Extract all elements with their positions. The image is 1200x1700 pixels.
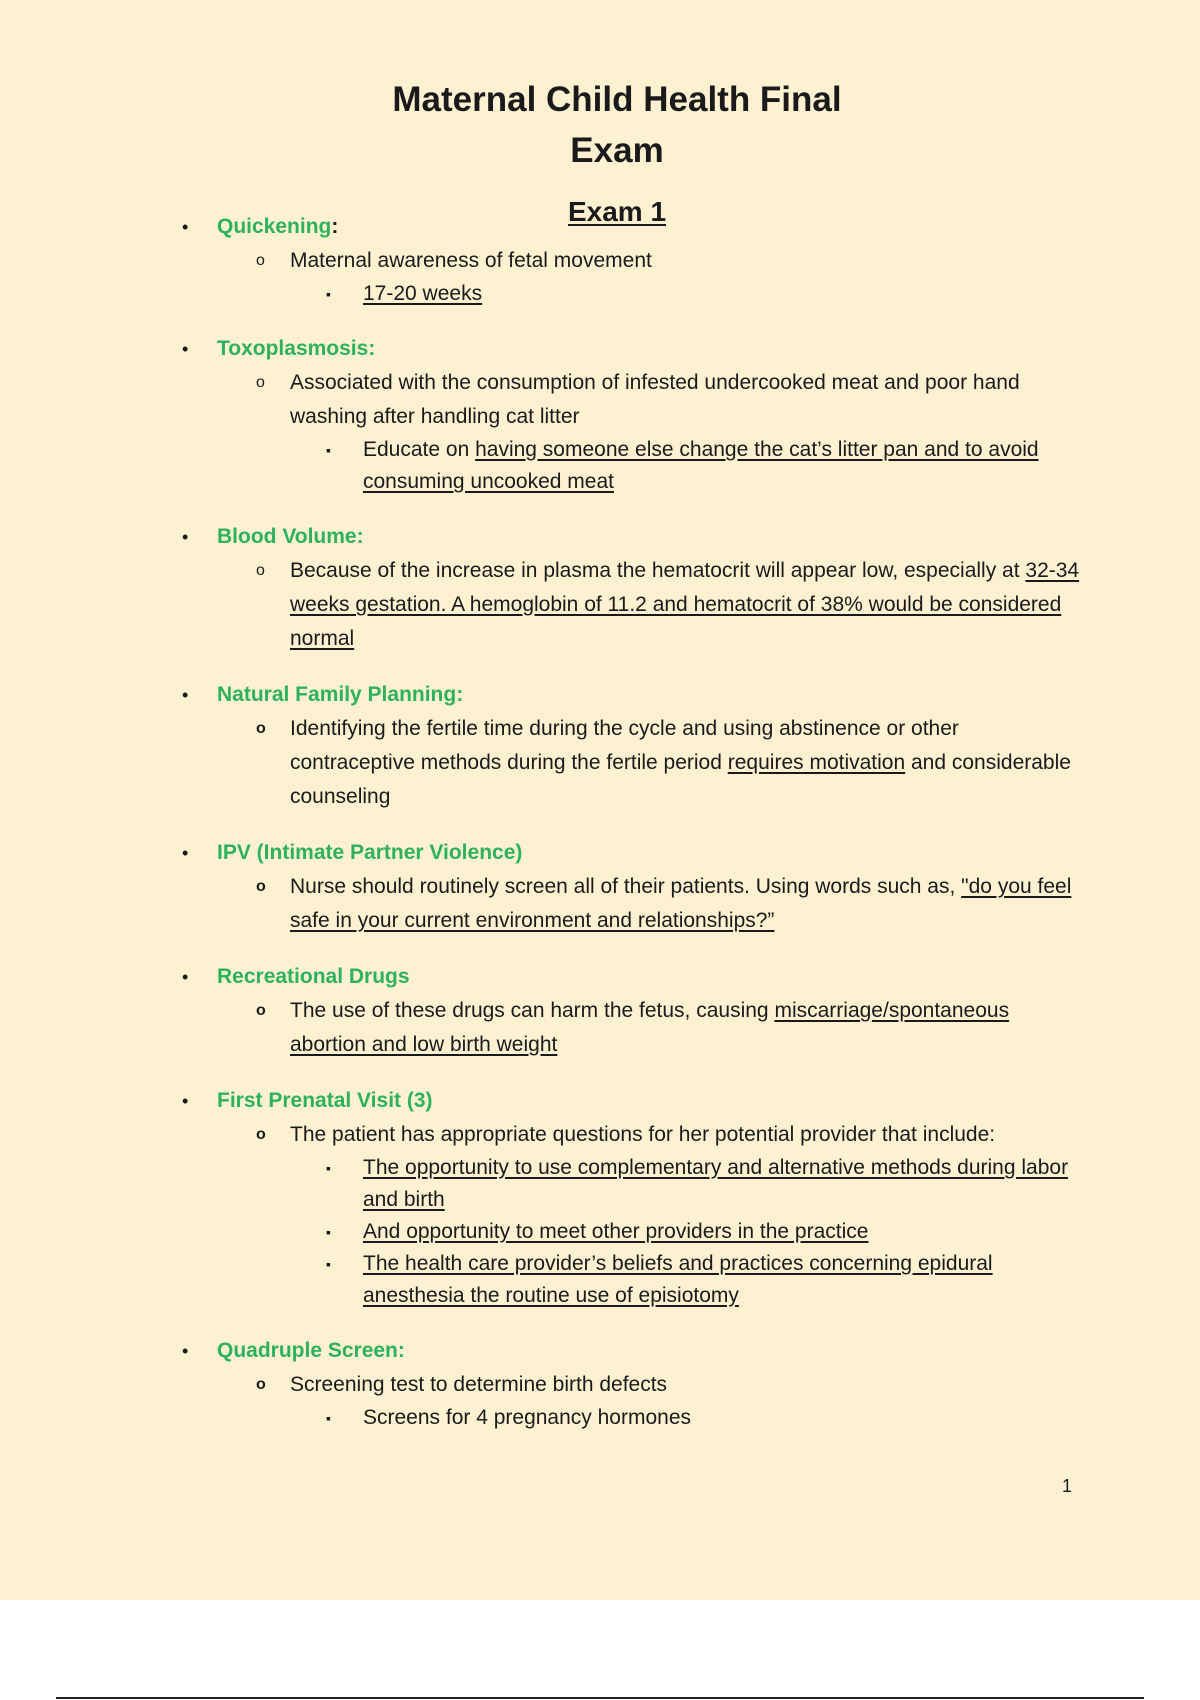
square-bullet-icon: ▪	[326, 286, 331, 302]
list-item	[0, 554, 1080, 656]
list-item	[0, 332, 1200, 366]
list-item	[0, 712, 1080, 814]
hollow-bullet-icon: o	[256, 1376, 266, 1393]
section-first-prenatal-visit	[0, 1084, 1200, 1312]
point-text: Screening test to determine birth defects	[290, 1373, 668, 1396]
point-suffix: and considerable counseling	[290, 751, 1071, 808]
bullet-icon: •	[182, 1091, 189, 1111]
list-item	[0, 960, 1200, 994]
bullet-icon: •	[182, 843, 189, 863]
bullet-icon: •	[182, 685, 189, 705]
bullet-icon: •	[182, 1341, 189, 1361]
detail-text: The health care provider’s beliefs and practices concerning epidural anesthesia the routine use of episiotomy	[363, 1252, 993, 1307]
list-item	[0, 1084, 1200, 1118]
section-quadruple-screen	[0, 1334, 1200, 1434]
list-item	[0, 1118, 1080, 1152]
hollow-bullet-icon: o	[256, 562, 265, 579]
square-bullet-icon: ▪	[326, 442, 331, 458]
detail-text: Screens for 4 pregnancy hormones	[363, 1406, 692, 1429]
bullet-icon: •	[182, 339, 189, 359]
section-recreational-drugs	[0, 960, 1200, 1062]
detail-text: The opportunity to use complementary and alternative methods during labor and birth	[363, 1156, 1069, 1211]
point-text: The use of these drugs can harm the fetus, causing	[290, 999, 775, 1022]
section-ipv	[0, 836, 1200, 938]
list-item	[0, 244, 1080, 278]
point-text: Identifying the fertile time during the cycle and using abstinence or other contraceptive methods during the fertile period	[290, 717, 959, 774]
point-underlined: miscarriage/spontaneous abortion and low birth weight	[290, 999, 1010, 1056]
section-heading: Quickening	[217, 215, 332, 238]
hollow-bullet-icon: o	[256, 374, 265, 391]
title-line-2: Exam	[570, 131, 664, 170]
hollow-bullet-icon: o	[256, 1126, 266, 1143]
section-heading: Quadruple Screen:	[217, 1339, 405, 1362]
section-toxoplasmosis	[0, 332, 1200, 498]
document-title	[0, 74, 1200, 176]
hollow-bullet-icon: o	[256, 1002, 266, 1019]
square-bullet-icon: ▪	[326, 1224, 331, 1240]
point-text: The patient has appropriate questions for her potential provider that include:	[290, 1123, 996, 1146]
list-item	[0, 1216, 1080, 1248]
hollow-bullet-icon: o	[256, 252, 265, 269]
point-underlined: requires motivation	[727, 751, 906, 774]
list-item	[0, 870, 1080, 938]
list-item	[0, 1248, 1080, 1312]
section-heading: Recreational Drugs	[217, 965, 410, 988]
list-item	[0, 366, 1080, 434]
square-bullet-icon: ▪	[326, 1160, 331, 1176]
point-underlined: 32-34 weeks gestation. A hemoglobin of 11.2 and hematocrit of 38% would be considered normal	[290, 559, 1080, 650]
list-item	[0, 434, 1080, 498]
detail-text: 17-20 weeks	[363, 282, 483, 305]
section-heading: IPV (Intimate Partner Violence)	[217, 841, 523, 864]
section-heading: Blood Volume:	[217, 525, 364, 548]
bullet-icon: •	[182, 217, 189, 237]
square-bullet-icon: ▪	[326, 1410, 331, 1426]
list-item	[0, 1402, 1080, 1434]
section-heading: Toxoplasmosis:	[217, 337, 376, 360]
list-item	[0, 1152, 1080, 1216]
list-item	[0, 836, 1200, 870]
heading-colon: :	[331, 215, 339, 238]
square-bullet-icon: ▪	[326, 1256, 331, 1272]
title-line-1: Maternal Child Health Final	[392, 80, 842, 119]
point-text: Because of the increase in plasma the hematocrit will appear low, especially at	[290, 559, 1026, 582]
section-heading: Natural Family Planning:	[217, 683, 464, 706]
list-item	[0, 210, 1200, 244]
hollow-bullet-icon: o	[256, 720, 266, 737]
detail-prefix: Educate on	[363, 438, 476, 461]
hollow-bullet-icon: o	[256, 878, 266, 895]
notes-list	[0, 210, 1200, 1456]
page-number: 1	[1062, 1476, 1073, 1496]
list-item	[0, 1334, 1200, 1368]
exam-subtitle: Exam 1	[567, 196, 667, 227]
list-item	[0, 678, 1200, 712]
section-quickening	[0, 210, 1200, 310]
section-natural-family-planning	[0, 678, 1200, 814]
detail-underlined: having someone else change the cat’s litter pan and to avoid consuming uncooked meat	[363, 438, 1039, 493]
point-text: Maternal awareness of fetal movement	[290, 249, 652, 272]
section-blood-volume	[0, 520, 1200, 656]
point-underlined: "do you feel safe in your current environment and relationships?”	[290, 875, 1072, 932]
point-text: Associated with the consumption of infested undercooked meat and poor hand washing after handling cat litter	[290, 371, 1020, 428]
bullet-icon: •	[182, 527, 189, 547]
section-heading: First Prenatal Visit (3)	[217, 1089, 433, 1112]
list-item	[0, 520, 1200, 554]
list-item	[0, 1368, 1080, 1402]
bullet-icon: •	[182, 967, 189, 987]
point-text: Nurse should routinely screen all of their patients. Using words such as,	[290, 875, 962, 898]
list-item	[0, 278, 1080, 310]
page-divider	[56, 1697, 1144, 1699]
detail-text: And opportunity to meet other providers in the practice	[363, 1220, 869, 1243]
list-item	[0, 994, 1080, 1062]
